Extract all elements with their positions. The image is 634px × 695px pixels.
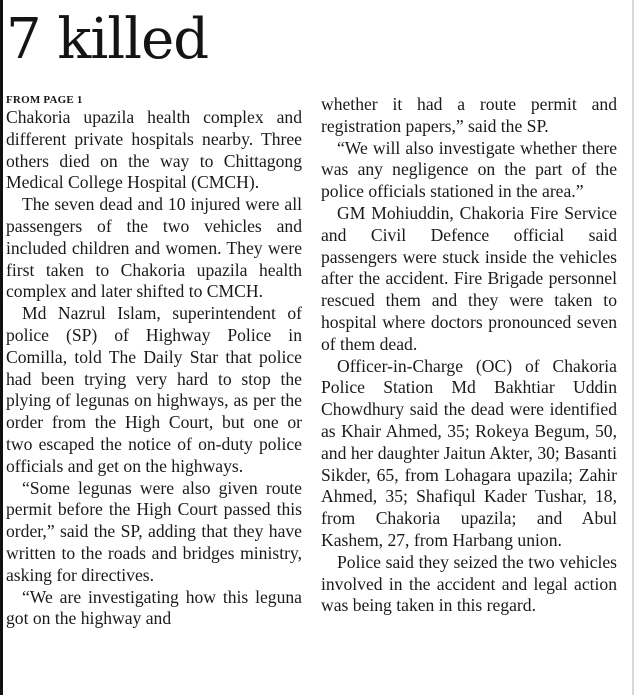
headline: 7 killed	[6, 7, 209, 72]
paragraph: “We will also investigate whether there was any negligence on the part of the police officials stationed in the area.”	[321, 137, 617, 202]
article-column-left	[6, 94, 302, 630]
paragraph: “We are investigating how this leguna got on the highway and	[6, 586, 302, 629]
paragraph: whether it had a route permit and registration papers,” said the SP.	[321, 94, 617, 136]
paragraph: Officer-in-Charge (OC) of Chakoria Police Station Md Bakhtiar Uddin Chowdhury said the dead were identified as Khair Ahmed, 35; Rokeya Begum, 50, and her daughter Jaitun Akter, 30; Basanti Sikder, 65, from Lohagara upazila; Zahir Ahmed, 35; Shafiqul Kader Tushar, 18, from Chakoria upazila; and Abul Kashem, 27, from Harbang union.	[321, 355, 617, 550]
paragraph: GM Mohiuddin, Chakoria Fire Service and Civil Defence official said passengers were stuck inside the vehicles after the accident. Fire Brigade personnel rescued them and they were taken to hospital where doctors pronounced seven of them dead.	[321, 202, 617, 354]
paragraph: “Some legunas were also given route permit before the High Court passed this order,” said the SP, adding that they have written to the roads and bridges ministry, asking for directives.	[6, 477, 302, 585]
jump-kicker: FROM PAGE 1	[6, 94, 83, 106]
left-border-rule	[0, 0, 3, 695]
paragraph: The seven dead and 10 injured were all passengers of the two vehicles and included children and women. They were first taken to Chakoria upazila health complex and later shifted to CMCH.	[6, 194, 302, 302]
article-column-right	[321, 94, 617, 617]
paragraph: Police said they seized the two vehicles involved in the accident and legal action was being taken in this regard.	[321, 551, 617, 616]
paragraph: Md Nazrul Islam, superintendent of police (SP) of Highway Police in Comilla, told The Daily Star that police had been trying very hard to stop the plying of legunas on highways, as per the order from the High Court, but one or two escaped the notice of on-duty police officials and get on the highways.	[6, 303, 302, 476]
paragraph: Chakoria upazila health complex and different private hospitals nearby. Three others died on the way to Chittagong Medical College Hospital (CMCH).	[6, 107, 302, 193]
